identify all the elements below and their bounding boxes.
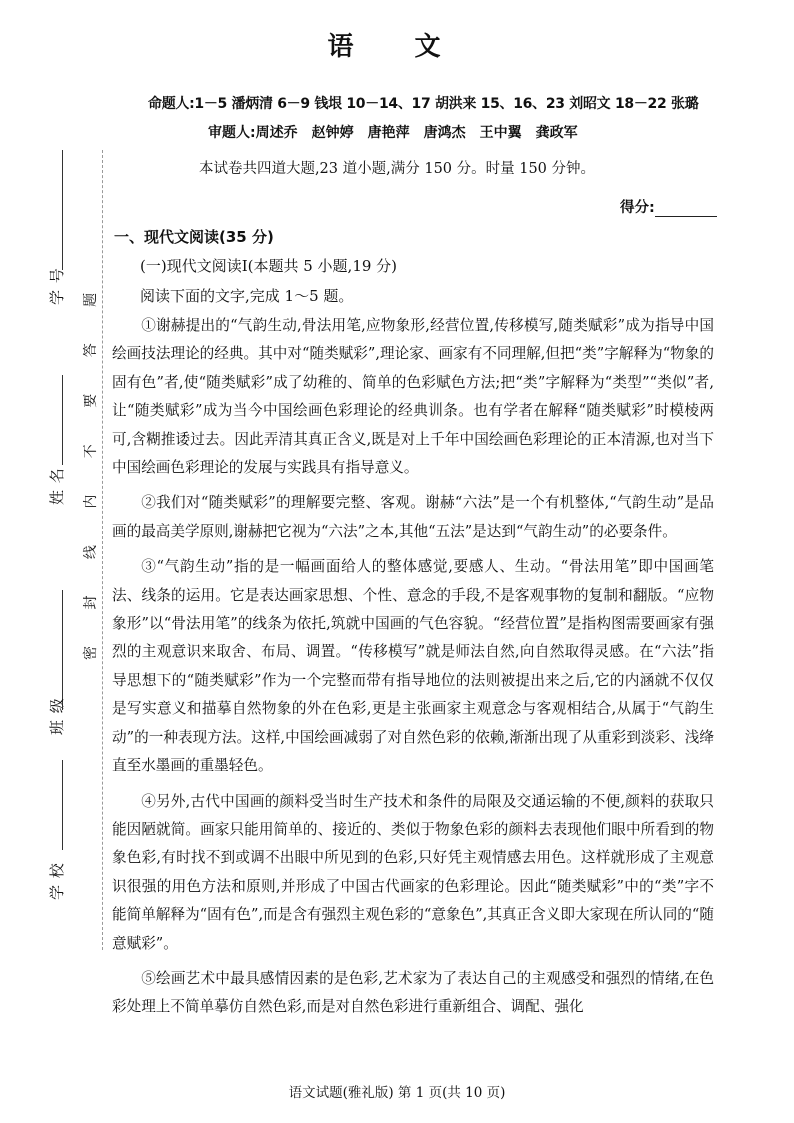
- passage-paragraph: ⑤绘画艺术中最具感情因素的是色彩,艺术家为了表达自己的主观感受和强烈的情绪,在色彩处理上不简单摹仿自然色彩,而是对自然色彩进行重新组合、调配、强化: [112, 969, 714, 1016]
- seal-line-notice: 密 封 线 内 不 要 答 题: [83, 276, 99, 660]
- passage-paragraph: ①谢赫提出的“气韵生动,骨法用笔,应物象形,经营位置,传移模写,随类赋彩”成为指导中国绘画技法理论的经典。其中对“随类赋彩”,理论家、画家有不同理解,但把“类”字解释为“物象的固有色”者,使“随类赋彩”成了幼稚的、简单的色彩赋色方法;把“类”字解释为“类型”“类似”者,让“随类赋彩”成为当今中国绘画色彩理论的经典训条。也有学者在解释“随类赋彩”时模棱两可,含糊推诿过去。因此弄清其真正含义,既是对上千年中国绘画色彩理论的正本清源,也对当下中国绘画色彩理论的发展与实践具有指导意义。: [112, 317, 714, 477]
- score-blank[interactable]: [655, 200, 717, 217]
- student-id-label: 学 号: [48, 267, 66, 305]
- seal-dashed-line: [102, 150, 103, 950]
- reviewers-line: [208, 122, 708, 142]
- passage-paragraph: ④另外,古代中国画的颜料受当时生产技术和条件的局限及交通运输的不便,颜料的获取只能因陋就简。画家只能用简单的、接近的、类似于物象色彩的颜料去表现他们眼中所看到的物象色彩,有时找不到或调不出眼中所见到的色彩,只好凭主观情感去用色。这样就形成了主观意识很强的用色方法和原则,并形成了中国古代画家的色彩理论。因此“随类赋彩”中的“类”字不能简单解释为“固有色”,而是含有强烈主观色彩的“意象色”,其真正含义即大家现在所认同的“随意赋彩”。: [112, 792, 714, 952]
- passage-paragraph: ③“气韵生动”指的是一幅画面给人的整体感觉,要感人、生动。“骨法用笔”即中国画笔法、线条的运用。它是表达画家思想、个性、意念的手段,不是客观事物的复制和翻版。“应物象形”以“骨法用笔”的线条为依托,筑就中国画的气色容貌。“经营位置”是指构图需要画家有强烈的主观意识来取舍、布局、调置。“传移模写”就是师法自然,向自然取得灵感。在“六法”指导思想下的“随类赋彩”作为一个完整而带有指导地位的法则被提出来之后,它的内涵就不仅仅是写实意义和描摹自然物象的外在色彩,更是主张画家主观意念与客观相结合,从属于“气韵生动”的一种表现方法。这样,中国绘画减弱了对自然色彩的依赖,渐渐出现了从重彩到淡彩、浅绛直至水墨画的重墨轻色。: [112, 558, 714, 775]
- reviewer-name: 唐艳萍: [367, 125, 410, 141]
- school-underline: [62, 760, 63, 850]
- subsection-heading: (一)现代文阅读Ⅰ(本题共 5 小题,19 分): [140, 257, 398, 275]
- passage-paragraph: ②我们对“随类赋彩”的理解要完整、客观。谢赫“六法”是一个有机整体,“气韵生动”是品画的最高美学原则,谢赫把它视为“六法”之本,其他“五法”是达到“气韵生动”的必要条件。: [112, 494, 714, 540]
- score-box: [620, 196, 717, 217]
- name-underline: [62, 375, 63, 465]
- name-label: 姓 名: [48, 467, 66, 505]
- section-heading: 一、现代文阅读(35 分): [114, 228, 274, 246]
- page-footer: 语文试题(雅礼版) 第 1 页(共 10 页): [288, 1085, 506, 1101]
- reading-instruction: 阅读下面的文字,完成 1～5 题。: [140, 287, 354, 305]
- reviewer-name: 王中翼: [479, 125, 522, 141]
- exam-intro: 本试卷共四道大题,23 道小题,满分 150 分。时量 150 分钟。: [198, 161, 596, 177]
- page-title: 语 文: [327, 32, 467, 62]
- authors-line: 命题人:1－5 潘炳清 6－9 钱垠 10－14、17 胡洪来 15、16、23 刘昭文 18－22 张璐: [148, 96, 699, 112]
- school-label: 学 校: [48, 862, 66, 900]
- score-label: 得分:: [620, 200, 655, 216]
- class-label: 班 级: [48, 697, 66, 735]
- class-underline: [62, 590, 63, 710]
- reviewer-name: 周述乔: [255, 125, 298, 141]
- reading-passage: [112, 312, 714, 1029]
- reviewer-name: 唐鸿杰: [423, 125, 466, 141]
- reviewers-label: 审题人:: [208, 125, 256, 141]
- reviewer-name: 龚政军: [535, 125, 578, 141]
- reviewer-name: 赵钟婷: [311, 125, 354, 141]
